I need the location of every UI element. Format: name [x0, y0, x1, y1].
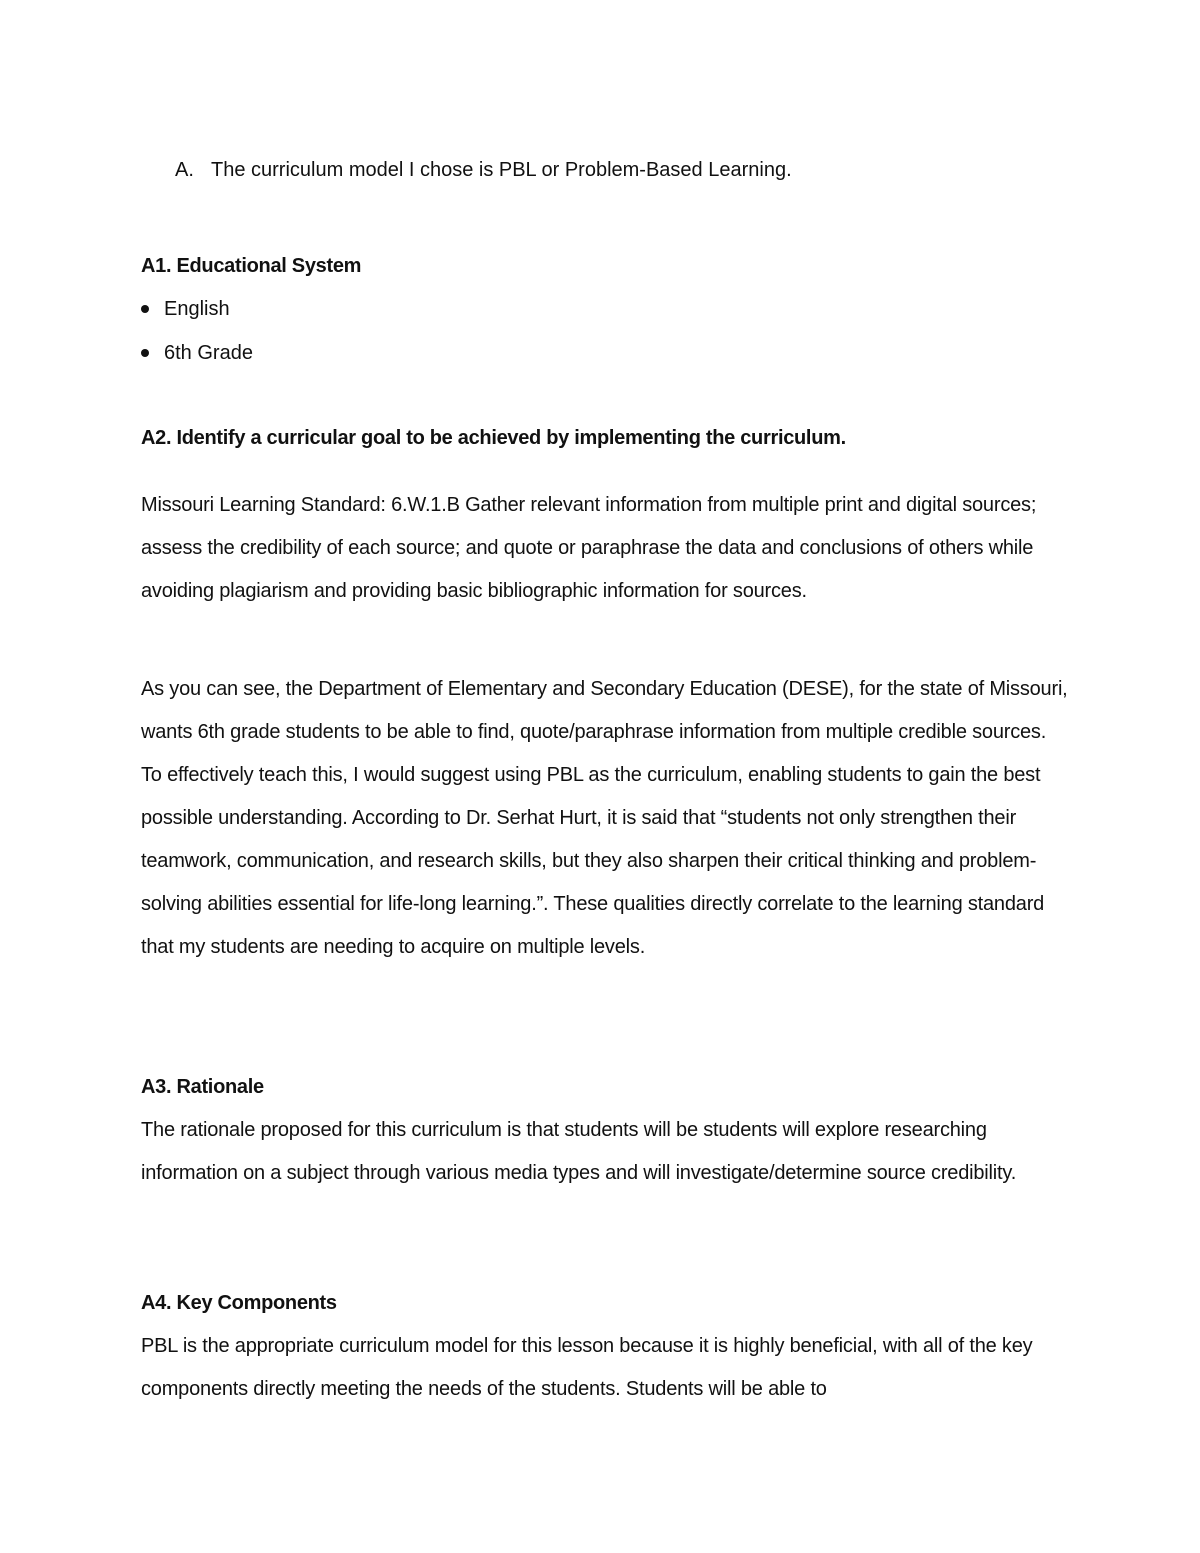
list-item	[141, 295, 253, 339]
heading-a4: A4. Key Components	[141, 1292, 337, 1314]
learning-standard-paragraph: Missouri Learning Standard: 6.W.1.B Gather relevant information from multiple print and digital sources; assess the credibility of each source; and quote or paraphrase the data and conclusions of others while avoiding plagiarism and providing basic bibliographic information for sources.	[141, 494, 1037, 602]
heading-a1: A1. Educational System	[141, 255, 362, 277]
bullet-icon	[141, 349, 149, 357]
rationale-paragraph: The rationale proposed for this curriculum is that students will be students will explore researching information on a subject through various media types and will investigate/determine source credibility.	[141, 1119, 1017, 1184]
list-marker: A.	[175, 159, 194, 181]
intro-line	[175, 156, 1075, 184]
heading-a3: A3. Rationale	[141, 1076, 264, 1098]
goal-explanation-paragraph: As you can see, the Department of Elementary and Secondary Education (DESE), for the state of Missouri, wants 6th grade students to be able to find, quote/paraphrase information from multiple credible sources. To effectively teach this, I would suggest using PBL as the curriculum, enabling students to gain the best possible understanding. According to Dr. Serhat Hurt, it is said that “students not only strengthen their teamwork, communication, and research skills, but they also sharpen their critical thinking and problem-solving abilities essential for life-long learning.”. These qualities directly correlate to the learning standard that my students are needing to acquire on multiple levels.	[141, 678, 1068, 958]
key-components-paragraph: PBL is the appropriate curriculum model for this lesson because it is highly beneficial, with all of the key components directly meeting the needs of the students. Students will be able to	[141, 1335, 1033, 1400]
list-item	[141, 339, 253, 383]
intro-text: The curriculum model I chose is PBL or Problem-Based Learning.	[211, 159, 792, 181]
bullet-icon	[141, 305, 149, 313]
heading-a2: A2. Identify a curricular goal to be achieved by implementing the curriculum.	[141, 427, 846, 449]
list-item-text: 6th Grade	[164, 342, 253, 364]
list-item-text: English	[164, 298, 230, 320]
educational-system-list	[141, 295, 253, 383]
